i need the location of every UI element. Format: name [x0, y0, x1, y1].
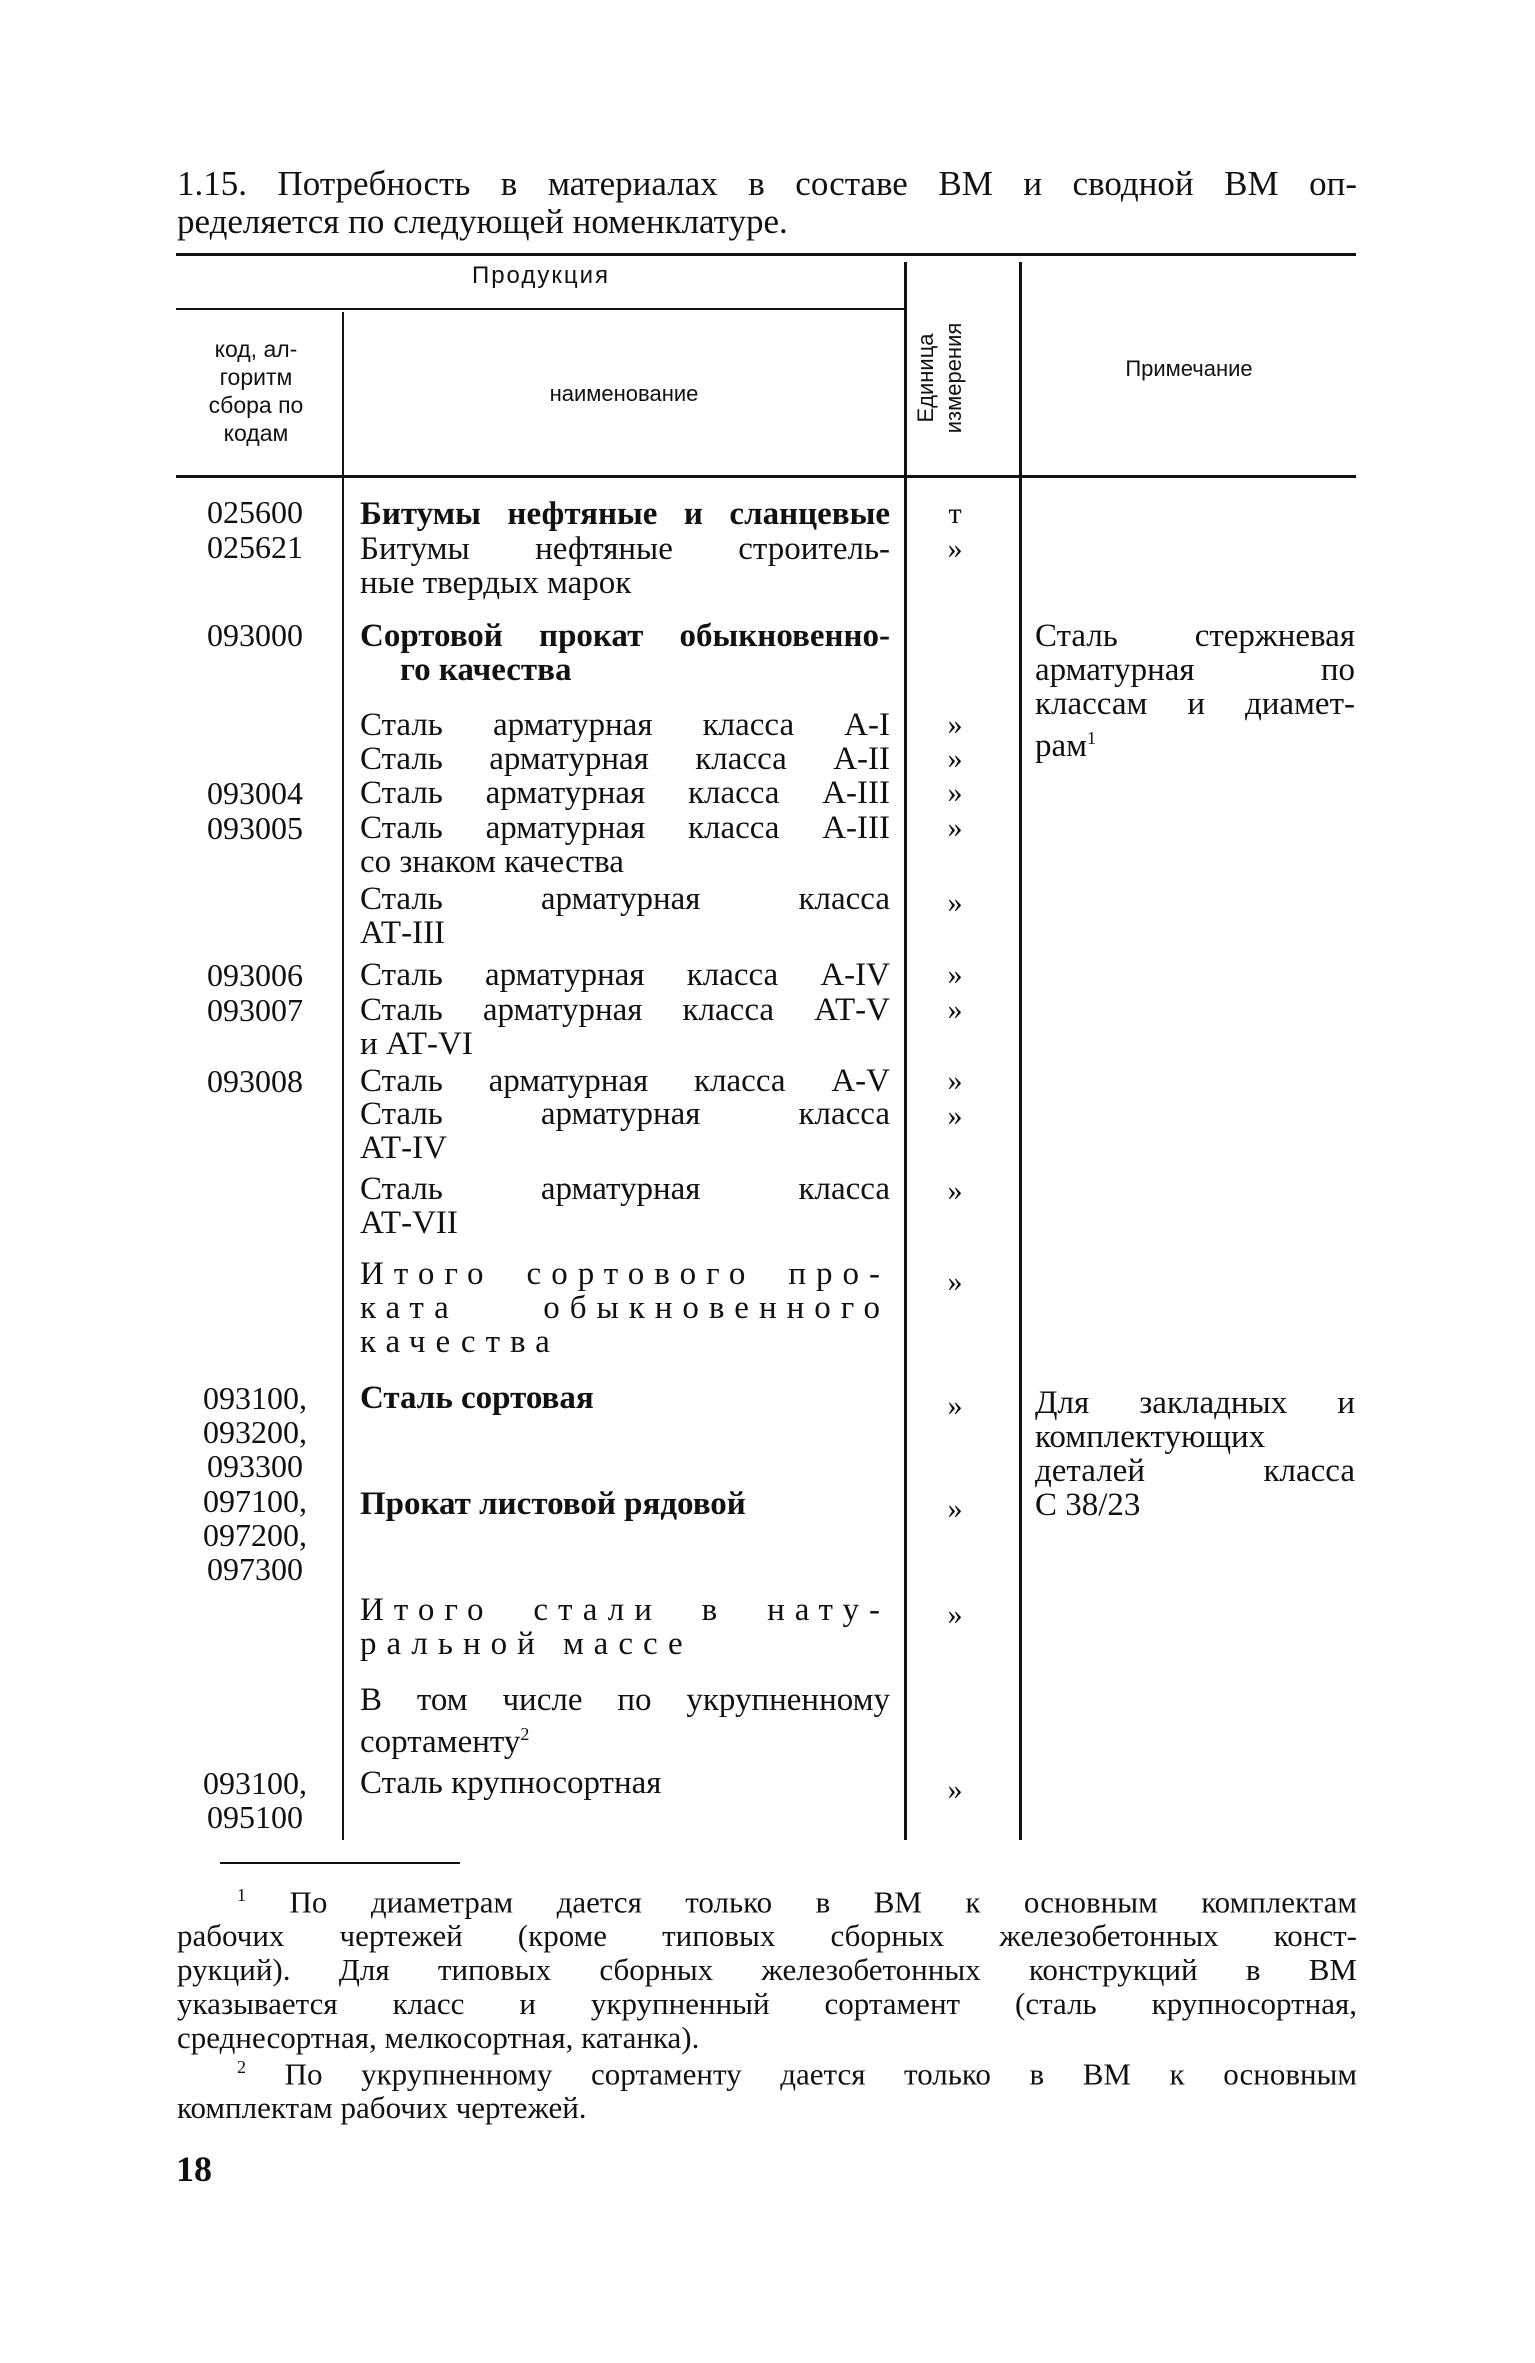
footnote-1 [177, 1878, 1357, 2055]
row-unit: » [947, 742, 963, 775]
row-name-line: АТ-III [360, 915, 446, 951]
row-code [170, 1484, 340, 1586]
row-name [360, 1381, 890, 1415]
row-name [360, 742, 890, 776]
footnote-line: По диаметрам дается только в ВМ к основным комплектам [289, 1884, 1357, 1920]
footnote-line: среднесортная, мелкосортная, катанка). [177, 2020, 700, 2056]
col-divider-code-name [342, 312, 344, 1840]
remark-rebar [1035, 619, 1355, 763]
row-unit: т [948, 497, 962, 530]
row-unit: » [947, 958, 963, 991]
row-name-line: АТ-VII [360, 1205, 458, 1241]
row-name-line: и АТ-VI [360, 1026, 473, 1062]
row-unit: » [947, 1598, 963, 1631]
row-name [360, 958, 890, 992]
remark-line: С 38/23 [1035, 1487, 1141, 1523]
row-code [170, 1381, 340, 1483]
row-name-line: Битумы нефтяные строитель- [360, 531, 890, 567]
footnote-mark: 1 [237, 1885, 246, 1905]
footnote-separator [220, 1862, 460, 1864]
row-name-line: Сталь арматурная класса А-III [360, 810, 890, 846]
page-number: 18 [176, 2149, 212, 2189]
row-unit: » [947, 708, 963, 741]
row-name [360, 1097, 890, 1165]
row-name-line: ные твердых марок [360, 565, 632, 601]
row-name-line: со знаком качества [360, 844, 624, 880]
row-name-line: АТ-IV [360, 1130, 447, 1166]
row-unit: » [947, 1492, 963, 1525]
row-unit: » [947, 1265, 963, 1298]
row-name-line: Сталь арматурная класса А-V [360, 1063, 890, 1099]
header-code-line: сбора по [208, 392, 304, 418]
row-name-line: Итого сортового про- [360, 1256, 890, 1292]
row-name [360, 497, 890, 531]
header-unit [912, 298, 968, 458]
row-name [360, 811, 890, 879]
row-unit: » [947, 776, 963, 809]
row-unit: » [947, 1099, 963, 1132]
row-code: 093006 [207, 957, 303, 993]
footnote-2 [177, 2050, 1357, 2125]
header-code-line: кодам [223, 420, 289, 446]
row-code-line: 093100, [203, 1765, 307, 1801]
row-name [360, 619, 890, 687]
header-bottom-rule [176, 475, 1356, 478]
row-code [170, 1766, 340, 1834]
row-name-line: Битумы нефтяные и сланцевые [360, 496, 890, 532]
row-unit: » [947, 811, 963, 844]
remark-line: рам [1035, 728, 1088, 764]
intro-line-2: ределяется по следующей номенклатуре. [177, 202, 788, 241]
header-unit-line: измерения [941, 322, 966, 434]
row-name [360, 1487, 890, 1521]
row-name-line: Сталь арматурная класса А-III [360, 775, 890, 811]
row-name-line: Сталь арматурная класса А-IV [360, 957, 890, 993]
row-name-line: качества [360, 1324, 560, 1360]
remark-line: деталей класса [1035, 1453, 1355, 1489]
row-name-line: Сталь арматурная класса А-I [360, 707, 890, 743]
header-remark: Примечание [1125, 356, 1253, 381]
row-name [360, 1172, 890, 1240]
row-code: 093007 [207, 992, 303, 1028]
footnote-ref: 1 [1087, 728, 1097, 748]
row-code-line: 093200, [203, 1414, 307, 1450]
header-unit-line: Единица [913, 333, 938, 423]
row-name-line: ральной массе [360, 1626, 693, 1662]
row-code: 093004 [207, 775, 303, 811]
remark-line: Для закладных и [1035, 1385, 1355, 1421]
row-code: 093008 [207, 1063, 303, 1099]
row-name [360, 1766, 890, 1800]
table-top-rule [176, 253, 1356, 256]
row-code: 025621 [207, 529, 303, 565]
row-code: 093005 [207, 810, 303, 846]
row-code-line: 097300 [207, 1551, 303, 1587]
row-name-total [360, 1257, 890, 1359]
row-name-line: В том числе по укрупненному [360, 1682, 890, 1718]
header-code [176, 335, 336, 447]
header-code-line: код, ал- [214, 336, 298, 362]
remark-embedded [1035, 1386, 1355, 1522]
footnote-line: комплектам рабочих чертежей. [177, 2090, 587, 2126]
row-name-line: Прокат листовой рядовой [360, 1486, 746, 1522]
row-name-total [360, 1593, 890, 1661]
footnote-line: указывается класс и укрупненный сортамент (сталь крупносортная, [177, 1986, 1357, 2022]
footnote-line: По укрупненному сортаменту дается только в ВМ к основным [284, 2056, 1358, 2092]
row-name [360, 993, 890, 1061]
remark-line: арматурная по [1035, 652, 1355, 688]
row-unit: » [947, 532, 963, 565]
row-code: 093000 [207, 617, 303, 653]
row-code: 025600 [207, 494, 303, 530]
row-name-line: Сталь крупносортная [360, 1765, 662, 1801]
row-name-line: Сталь арматурная класса АТ-V [360, 992, 890, 1028]
row-code-line: 093300 [207, 1448, 303, 1484]
remark-line: комплектующих [1035, 1419, 1266, 1455]
header-product-rule [176, 308, 906, 310]
col-divider-unit-remark [1019, 262, 1022, 1840]
footnote-ref: 2 [520, 1724, 530, 1744]
row-unit: » [947, 1174, 963, 1207]
row-name-line: Сталь арматурная класса [360, 1171, 890, 1207]
footnote-mark: 2 [237, 2057, 246, 2077]
header-name: наименование [549, 381, 699, 406]
row-name-line: Сталь арматурная класса [360, 881, 890, 917]
row-name [360, 708, 890, 742]
row-name-line: Сталь арматурная класса [360, 1096, 890, 1132]
row-name [360, 776, 890, 810]
row-code-line: 093100, [203, 1380, 307, 1416]
footnote-line: рабочих чертежей (кроме типовых сборных железобетонных конст- [177, 1918, 1357, 1954]
footnote-line: рукций). Для типовых сборных железобетонных конструкций в ВМ [177, 1952, 1357, 1988]
header-code-line: горитм [219, 364, 293, 390]
row-name-line: Сталь арматурная класса А-II [360, 741, 890, 777]
remark-line: классам и диамет- [1035, 686, 1355, 722]
row-name-line: ката обыкновенного [360, 1290, 890, 1326]
row-unit: » [947, 1064, 963, 1097]
row-code-line: 097200, [203, 1517, 307, 1553]
row-name-line: Итого стали в нату- [360, 1592, 890, 1628]
intro-line-1: 1.15. Потребность в материалах в составе ВМ и сводной ВМ оп- [177, 164, 1357, 203]
header-product: Продукция [471, 262, 611, 289]
row-name [360, 882, 890, 950]
row-name-line: Сортовой прокат обыкновенно- [360, 618, 890, 654]
row-name [360, 1683, 890, 1759]
row-unit: » [947, 1389, 963, 1422]
intro-paragraph [177, 165, 1357, 241]
row-unit: » [947, 993, 963, 1026]
row-name-line: сортаменту [360, 1724, 521, 1760]
row-name [360, 1064, 890, 1098]
remark-line: Сталь стержневая [1035, 618, 1355, 654]
row-code-line: 095100 [207, 1799, 303, 1835]
row-name-line: Сталь сортовая [360, 1380, 594, 1416]
row-name-line: го качества [400, 652, 572, 688]
row-unit: » [947, 1773, 963, 1806]
row-code-line: 097100, [203, 1483, 307, 1519]
row-unit: » [947, 886, 963, 919]
row-name [360, 532, 890, 600]
